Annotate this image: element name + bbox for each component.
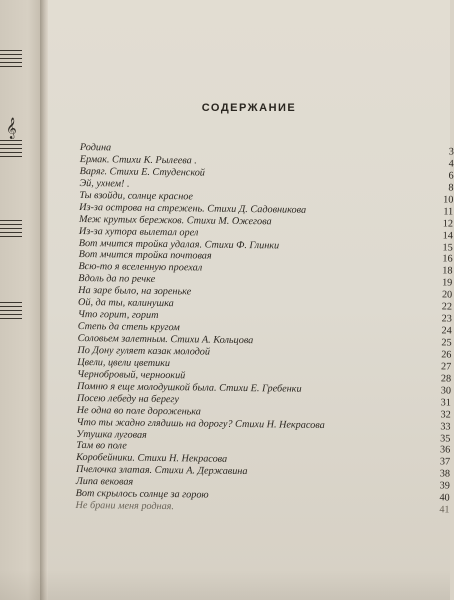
toc-entry-page: 3	[448, 146, 454, 158]
toc-entry-page: 24	[441, 325, 452, 337]
toc-entry-page: 14	[442, 230, 453, 242]
toc-entry-page: 32	[440, 409, 451, 421]
music-staff-fragment	[0, 50, 22, 70]
toc-entry-title: Вот скрылось солнце за горою	[75, 488, 209, 501]
toc-entry-page: 18	[442, 265, 453, 277]
toc-entry-title: Чернобровый, черноокий	[77, 368, 186, 382]
toc-entry-title: Меж крутых бережков. Стихи М. Ожегова	[78, 213, 272, 227]
toc-entry-title: Варяг. Стихи Е. Студенской	[79, 165, 205, 179]
toc-entry-page: 25	[441, 337, 452, 349]
toc-entry-page: 39	[439, 480, 450, 492]
toc-entry-title: Что ты жадно глядишь на дорогу? Стихи Н. Некрасова	[76, 416, 325, 431]
toc-entry-title: Вдоль да по речке	[78, 273, 156, 286]
book-spine	[40, 0, 48, 600]
toc-entry-page: 11	[443, 206, 454, 218]
table-of-contents	[75, 142, 453, 517]
toc-entry-title: Не одна во поле дороженька	[76, 404, 201, 418]
toc-entry-page: 12	[442, 218, 454, 230]
toc-entry-title: Ермак. Стихи К. Рылеева .	[79, 153, 197, 167]
toc-entry-title: Утушка луговая	[76, 428, 147, 441]
page-title: СОДЕРЖАНИЕ	[201, 102, 297, 114]
contents-page	[48, 0, 454, 600]
toc-entry-page: 19	[442, 277, 453, 289]
toc-entry-page: 33	[440, 420, 451, 433]
toc-entry-title: Вот мчится тройка удалая. Стихи Ф. Глинки	[78, 237, 280, 251]
toc-entry-title: Всю-то я вселенную проехал	[78, 261, 203, 274]
toc-entry-title: Пчелочка златая. Стихи А. Державина	[75, 464, 248, 478]
toc-entry-title: Там во поле	[76, 440, 127, 453]
toc-entry-title: Посею лебеду на берегу	[76, 392, 180, 405]
toc-entry-title: Что горит, горит	[77, 309, 159, 322]
toc-entry-page: 35	[440, 432, 451, 445]
toc-entry-page: 31	[440, 397, 451, 409]
music-staff-fragment	[0, 140, 22, 160]
toc-entry-page: 22	[441, 301, 453, 313]
toc-entry-page: 37	[439, 456, 451, 468]
toc-entry-page: 20	[441, 289, 453, 301]
toc-entry-title: Из-за хутора вылетал орел	[78, 225, 199, 239]
toc-entry-page: 41	[439, 504, 450, 516]
toc-entry-page: 4	[448, 158, 454, 170]
music-staff-fragment	[0, 302, 22, 322]
toc-entry-title: Ты взойди, солнце красное	[79, 189, 193, 203]
toc-entry-page: 38	[439, 468, 451, 480]
toc-entry-title: На заре было, на зореньке	[78, 285, 192, 298]
toc-entry-title: Помню я еще молодушкой была. Стихи Е. Гребенки	[76, 380, 302, 395]
music-staff-fragment	[0, 220, 22, 240]
toc-entry-title: Родина	[79, 142, 112, 154]
toc-entry-page: 40	[439, 492, 450, 504]
toc-entry-page: 10	[443, 194, 454, 206]
toc-entry-page: 16	[442, 253, 453, 265]
toc-entry-page: 15	[442, 241, 453, 254]
toc-entry-title: Цвели, цвели цветики	[77, 356, 171, 369]
toc-entry-page: 8	[448, 182, 454, 194]
toc-entry-title: Эй, ухнем! .	[79, 177, 130, 190]
toc-entry-page: 6	[448, 170, 454, 182]
toc-entry-page: 28	[440, 373, 452, 385]
treble-clef-icon: 𝄞	[6, 118, 17, 138]
toc-entry-page: 27	[441, 361, 452, 373]
toc-entry-title: Степь да степь кругом	[77, 321, 180, 334]
toc-entry-title: Из-за острова на стрежень. Стихи Д. Садовникова	[79, 201, 307, 216]
toc-entry-title: Коробейники. Стихи Н. Некрасова	[76, 452, 228, 466]
toc-entry-title: Соловьем залетным. Стихи А. Кольцова	[77, 332, 254, 347]
page-shadow	[0, 570, 450, 600]
toc-entry-page: 30	[440, 385, 452, 397]
toc-entry-title: Ой, да ты, калинушка	[77, 297, 174, 310]
toc-entry-title: Липа вековая	[75, 476, 134, 488]
toc-entry-page: 26	[441, 349, 452, 361]
facing-page	[0, 0, 40, 600]
toc-entry-page: 23	[441, 313, 452, 325]
toc-entry-page: 36	[440, 444, 451, 456]
toc-entry-title: Не брани меня родная.	[75, 500, 175, 513]
toc-entry-title: Вот мчится тройка почтовая	[78, 249, 212, 263]
toc-entry-title: По Дону гуляет казак молодой	[77, 344, 211, 358]
